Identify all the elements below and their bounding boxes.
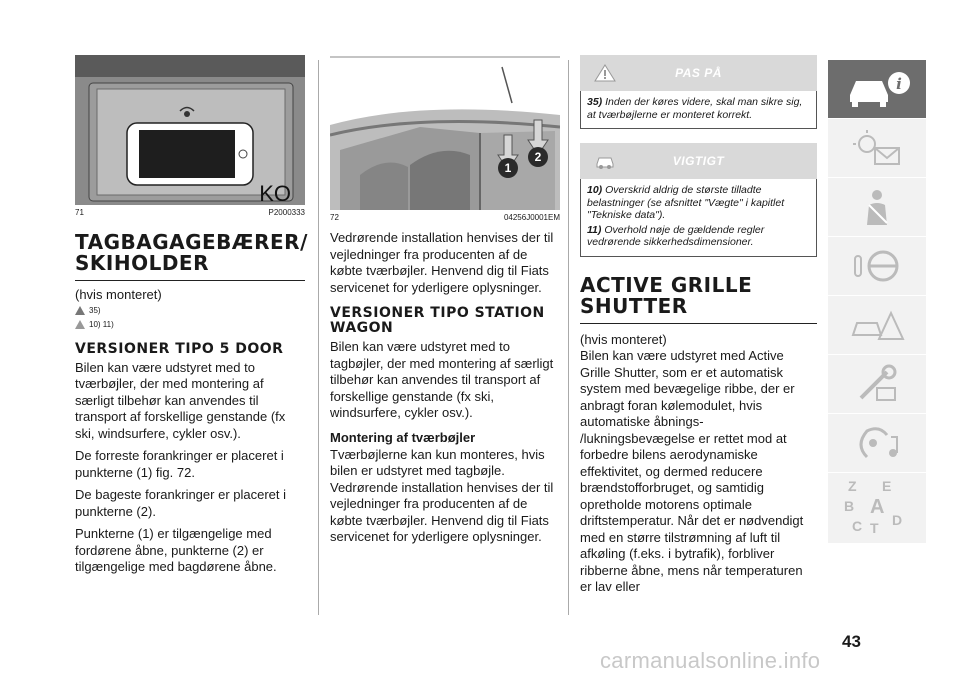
section-title: ACTIVE GRILLE SHUTTER <box>580 272 753 318</box>
important-icon <box>75 320 85 329</box>
marker-1: 1 <box>498 158 518 178</box>
subsubsection-title: Montering af tværbøjler <box>330 429 476 445</box>
subsection-title: VERSIONER TIPO STATION WAGON <box>330 305 545 336</box>
chapter-sidebar <box>828 60 926 544</box>
paragraph: Bilen kan være udstyret med to tværbøjler, der med montering af særligt tilbehør kan anvendes til transport af forskellige genstande (fx ski, windsurfere, cykler osv.). <box>75 359 286 441</box>
figure-72 <box>330 55 560 210</box>
important-box-header: VIGTIGT <box>580 143 817 179</box>
section-title: TAGBAGAGEBÆRER/ SKIHOLDER <box>75 230 308 275</box>
paragraph: Vedrørende installation henvises der til vejledninger fra producenten af de købte tværbøjler. Henvend dig til Fiats servicenet for yderligere oplysninger. <box>330 230 554 295</box>
svg-text:i: i <box>896 75 902 93</box>
warning-reference: 35) <box>75 304 305 318</box>
tab-safety[interactable] <box>828 178 926 237</box>
warning-box <box>580 55 817 129</box>
marker-2: 2 <box>528 147 548 167</box>
tab-driving[interactable] <box>828 237 926 296</box>
paragraph: Punkterne (1) er tilgængelige med fordørene åbne, punkterne (2) er tilgængelige med bagdørene åbne. <box>75 526 277 574</box>
tab-car-info[interactable] <box>828 60 926 119</box>
watermark: carmanualsonline.info <box>600 648 821 673</box>
figure-label: KO <box>259 181 291 205</box>
tab-index[interactable] <box>828 473 926 544</box>
warning-triangle-icon <box>594 64 616 82</box>
important-reference: 10) 11) <box>75 318 305 332</box>
warning-box-header: PAS PÅ <box>580 55 817 91</box>
figure-code: 04256J0001EM <box>503 213 560 222</box>
figure-number: 71 <box>75 208 84 217</box>
paragraph: De bageste forankringer er placeret i punkterne (2). <box>75 487 287 519</box>
car-info-icon <box>842 69 912 109</box>
figure-code: P2000333 <box>268 208 305 217</box>
multimedia-icon <box>847 423 907 463</box>
important-box-body: 10) Overskrid aldrig de største tilladte belastninger (se afsnittet "Vægte" i kapitlet "Tekniske data"). 11) Overhold nøje de gældende regler vedrørende sikkerhedsdimensioner. <box>580 179 817 257</box>
warning-icon <box>75 306 85 315</box>
column-divider <box>318 60 319 615</box>
title-rule <box>580 323 817 324</box>
tab-emergency[interactable] <box>828 296 926 355</box>
maintenance-icon <box>847 364 907 404</box>
subsection-title: VERSIONER TIPO 5 DOOR <box>75 340 284 357</box>
column-divider <box>568 60 569 615</box>
car-roof-figure <box>330 55 560 210</box>
column-3 <box>580 55 817 602</box>
paragraph: De forreste forankringer er placeret i punkterne (1) fig. 72. <box>75 448 284 480</box>
paragraph: Bilen kan være udstyret med Active Grille Shutter, som er et automatisk system med bevægelige ribbe, der er anbragt foran kølemodulet, hvis automatiske åbnings- /lukningsbevægelse er rettet mod at forbedre bilens aerodynamiske effektivitet, og dermed reducere brændstofforbruget, og samtidig opretholde motorens optimale driftstemperatur. Når det er nødvendigt med en større tilstrømning af luft til afkøling (f.eks. i bytrafik), forbliver ribberne åbne, mens når temperaturen er lav eller <box>580 348 804 594</box>
index-icon: Z E B A C T D <box>844 478 903 536</box>
paragraph: Tværbøjlerne kan kun monteres, hvis bilen er udstyret med tagbøjle. Vedrørende installation henvises der til vejledninger fra producenten af de købte tværbøjler. Henvend dig til Fiats servicenet for yderligere oplysninger. <box>330 446 554 544</box>
figure-number: 72 <box>330 213 339 222</box>
page-number: 43 <box>842 632 861 651</box>
tab-maintenance[interactable] <box>828 355 926 414</box>
availability-note: (hvis monteret) <box>75 287 162 302</box>
seatbelt-icon <box>847 187 907 227</box>
availability-note: (hvis monteret) <box>580 331 667 347</box>
important-box <box>580 143 817 257</box>
warning-box-body: 35) Inden der køres videre, skal man sikre sig, at tværbøjlerne er monteret korrekt. <box>580 91 817 129</box>
steering-wheel-icon <box>847 246 907 286</box>
warning-lights-icon <box>847 128 907 168</box>
car-important-icon <box>594 152 616 170</box>
emergency-icon <box>847 305 907 345</box>
figure-71 <box>75 55 305 205</box>
tab-multimedia[interactable] <box>828 414 926 473</box>
column-2 <box>330 55 560 552</box>
paragraph: Bilen kan være udstyret med to tagbøjler, der med montering af særligt tilbehør kan anvendes til transport af forskellige genstande (fx ski, windsurfere, cykler osv.). <box>330 339 554 420</box>
tab-warning-lights[interactable] <box>828 119 926 178</box>
column-1 <box>75 55 308 582</box>
title-rule <box>75 280 305 281</box>
